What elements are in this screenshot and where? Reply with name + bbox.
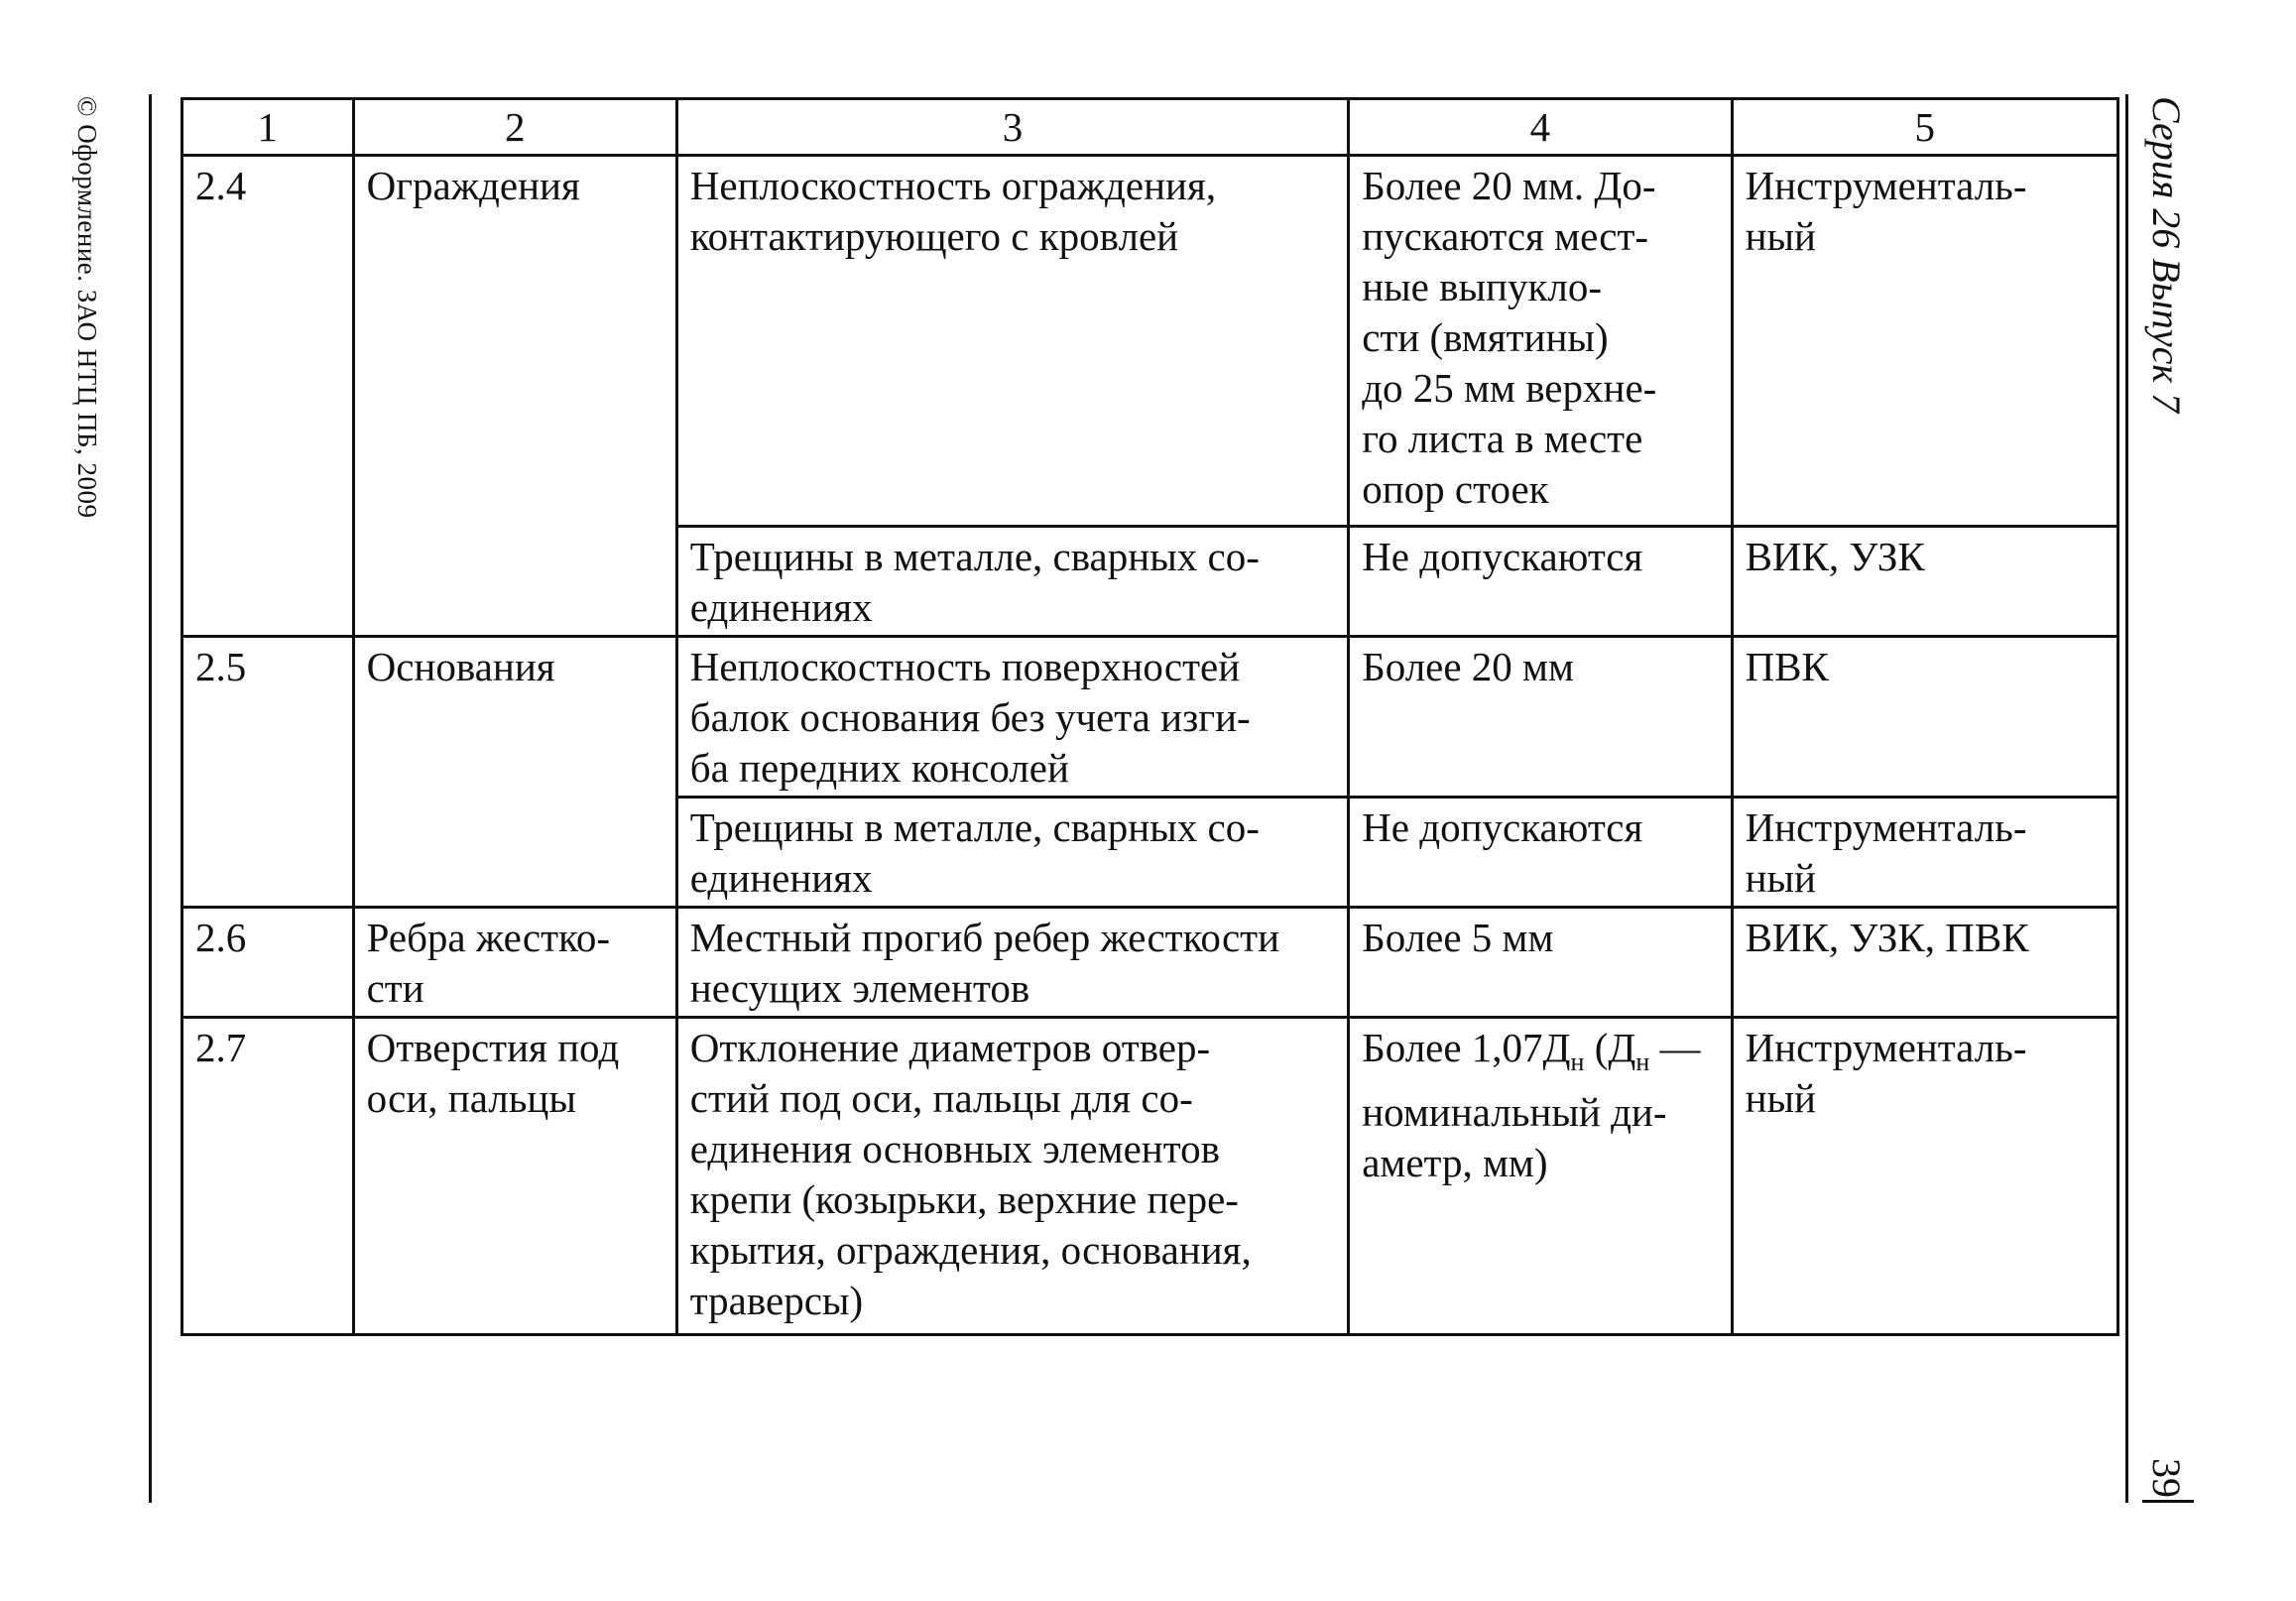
criterion-text: (Д: [1584, 1025, 1636, 1070]
element-name: Ограждения: [353, 156, 676, 637]
defect-description: Неплоскостность ограждения, контактирующего с кровлей: [676, 156, 1348, 527]
table-row: [182, 156, 2118, 527]
row-number: 2.5: [182, 637, 354, 908]
row-number: 2.6: [182, 908, 354, 1018]
criterion: [1349, 1018, 1732, 1335]
table-header-row: [182, 99, 2118, 156]
control-method: ВИК, УЗК, ПВК: [1732, 908, 2117, 1018]
control-method: Инструменталь- ный: [1732, 156, 2117, 527]
element-name: Ребра жестко- сти: [353, 908, 676, 1018]
header-cell: 1: [182, 99, 354, 156]
defect-description: Отклонение диаметров отвер- стий под оси, пальцы для со- единения основных элементов крепи (козырьки, верхние пере- крытия, ограждения, основания, траверсы): [676, 1018, 1348, 1335]
criterion: Не допускаются: [1349, 527, 1732, 637]
table-row: [182, 637, 2118, 798]
row-number: 2.4: [182, 156, 354, 637]
defect-description: Неплоскостность поверхностей балок основания без учета изги- ба передних консолей: [676, 637, 1348, 798]
page-number: 39: [2144, 1458, 2189, 1498]
control-method: ПВК: [1732, 637, 2117, 798]
criterion: Более 5 мм: [1349, 908, 1732, 1018]
defect-description: Трещины в металле, сварных со- единениях: [676, 527, 1348, 637]
defect-description: Трещины в металле, сварных со- единениях: [676, 798, 1348, 908]
control-method: Инструменталь- ный: [1732, 1018, 2117, 1335]
right-margin-rule: [2125, 94, 2128, 1503]
page-number-rule: [2142, 1500, 2194, 1503]
row-number: 2.7: [182, 1018, 354, 1335]
control-method: Инструменталь- ный: [1732, 798, 2117, 908]
criterion-text: — номинальный ди- аметр, мм): [1362, 1025, 1701, 1186]
element-name: Основания: [353, 637, 676, 908]
element-name: Отверстия под оси, пальцы: [353, 1018, 676, 1335]
copyright-margin-text: © Оформление. ЗАО НТЦ ПБ, 2009: [72, 96, 102, 519]
header-cell: 3: [676, 99, 1348, 156]
header-cell: 2: [353, 99, 676, 156]
criterion: Более 20 мм: [1349, 637, 1732, 798]
left-margin-rule: [149, 94, 152, 1503]
defects-table: [181, 97, 2119, 1336]
criterion: Более 20 мм. До- пускаются мест- ные выпукло- сти (вмятины) до 25 мм верхне- го листа в месте опор стоек: [1349, 156, 1732, 527]
table-row: [182, 1018, 2118, 1335]
table-row: [182, 908, 2118, 1018]
subscript-n: н: [1635, 1047, 1650, 1077]
control-method: ВИК, УЗК: [1732, 527, 2117, 637]
subscript-n: н: [1570, 1047, 1585, 1077]
defect-description: Местный прогиб ребер жесткости несущих элементов: [676, 908, 1348, 1018]
criterion: Не допускаются: [1349, 798, 1732, 908]
series-margin-text: Серия 26 Выпуск 7: [2144, 96, 2189, 414]
header-cell: 4: [1349, 99, 1732, 156]
criterion-text: Более 1,07Д: [1362, 1025, 1571, 1070]
header-cell: 5: [1732, 99, 2117, 156]
